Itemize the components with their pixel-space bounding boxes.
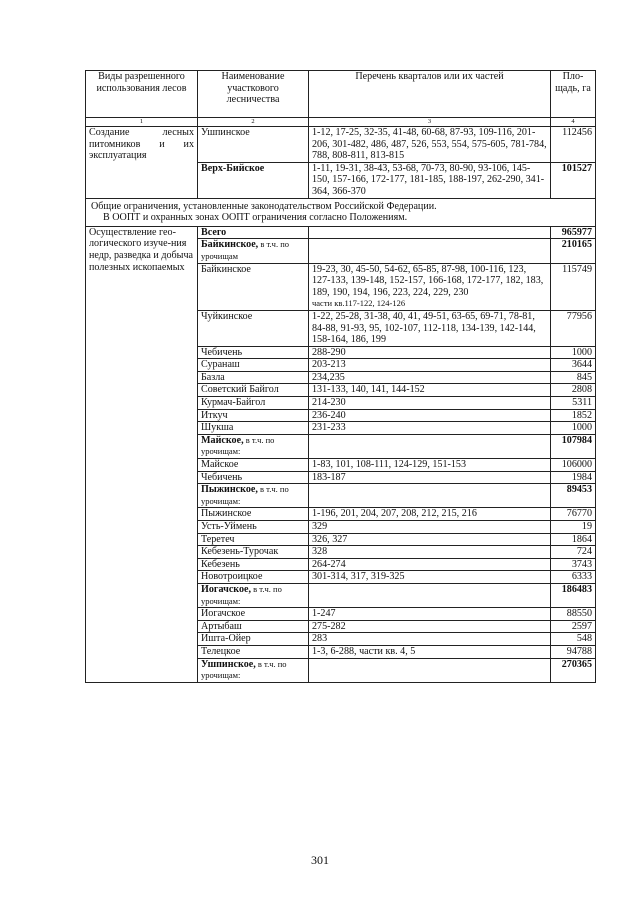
general-note-line: Общие ограничения, установленные законодательством Российской Федерации. (91, 200, 437, 212)
area: 186483 (551, 583, 596, 607)
tract-name: Советский Байгол (198, 384, 309, 397)
area: 2808 (551, 384, 596, 397)
area: 210165 (551, 239, 596, 263)
area: 112456 (551, 127, 596, 163)
column-number-row (86, 118, 596, 127)
column-number: 3 (309, 118, 551, 127)
quarters: 214-230 (309, 397, 551, 410)
area: 115749 (551, 263, 596, 310)
forestry-subtotal-name (198, 583, 309, 607)
forest-use-table (85, 70, 596, 683)
tract-name: Байкинское (198, 263, 309, 310)
quarters (309, 239, 551, 263)
area: 77956 (551, 310, 596, 346)
area: 3644 (551, 359, 596, 372)
tract-name: Новотроицкое (198, 571, 309, 584)
area: 845 (551, 371, 596, 384)
tract-name: Курмач-Байгол (198, 397, 309, 410)
forestry-suffix: в т.ч. по урочищам (201, 239, 289, 261)
area: 548 (551, 633, 596, 646)
header-quarters-list: Перечень кварталов или их частей (309, 71, 551, 118)
column-number: 4 (551, 118, 596, 127)
page-number: 301 (311, 853, 329, 867)
tract-name: Чебичень (198, 471, 309, 484)
forestry-name: Ушпинское (198, 127, 309, 163)
quarters: 1-196, 201, 204, 207, 208, 212, 215, 216 (309, 508, 551, 521)
use-type-cell: Создание лесных питомников и их эксплуатация (86, 127, 198, 199)
quarters: 1-247 (309, 608, 551, 621)
quarters: 275-282 (309, 620, 551, 633)
quarters: 236-240 (309, 409, 551, 422)
quarters: 288-290 (309, 346, 551, 359)
forestry-name: Иогачское, (201, 583, 252, 595)
general-note-row (86, 198, 596, 226)
quarters: 1-83, 101, 108-111, 124-129, 151-153 (309, 459, 551, 472)
tract-name: Шукша (198, 422, 309, 435)
general-note-line: В ООПТ и охранных зонах ООПТ ограничения согласно Положениям. (103, 212, 408, 224)
area: 101527 (551, 162, 596, 198)
tract-name: Суранаш (198, 359, 309, 372)
quarters: 1-22, 25-28, 31-38, 40, 41, 49-51, 63-65, 69-71, 78-81, 84-88, 91-93, 95, 102-107, 112-118, 134-139, 142-144, 158-164, 186, 199 (309, 310, 551, 346)
area: 1000 (551, 346, 596, 359)
area: 107984 (551, 434, 596, 458)
forestry-name: Байкинское, (201, 239, 259, 251)
forestry-suffix: в т.ч. по урочищам: (201, 583, 282, 606)
area: 94788 (551, 645, 596, 658)
quarters: 231-233 (309, 422, 551, 435)
forestry-suffix: в т.ч. по урочищам: (201, 484, 289, 506)
tract-name: Телецкое (198, 645, 309, 658)
quarters (309, 263, 551, 310)
forestry-subtotal-name (198, 434, 309, 458)
quarters: 234,235 (309, 371, 551, 384)
area: 270365 (551, 658, 596, 682)
area: 1864 (551, 533, 596, 546)
quarters (309, 226, 551, 239)
forestry-suffix: в т.ч. по урочищам: (201, 658, 287, 681)
tract-name: Майское (198, 459, 309, 472)
quarters: 264-274 (309, 558, 551, 571)
quarters: 301-314, 317, 319-325 (309, 571, 551, 584)
tract-name: Иткуч (198, 409, 309, 422)
quarters (309, 434, 551, 458)
quarters-text: 19-23, 30, 45-50, 54-62, 65-85, 87-98, 100-116, 123, 127-133, 139-148, 152-157, 166-168, 172-177, 182, 183, 189, 190, 194, 196, 223, 224, 229, 230 (312, 263, 544, 298)
tract-name: Усть-Уймень (198, 521, 309, 534)
quarters: 1-3, 6-288, части кв. 4, 5 (309, 645, 551, 658)
total-row (86, 226, 596, 239)
tract-name: Чуйкинское (198, 310, 309, 346)
area: 88550 (551, 608, 596, 621)
tract-name: Базла (198, 371, 309, 384)
quarters: 1-12, 17-25, 32-35, 41-48, 60-68, 87-93, 109-116, 201-206, 301-482, 486, 487, 526, 553, 554, 575-605, 781-784, 788, 808-811, 813-815 (309, 127, 551, 163)
quarters: 283 (309, 633, 551, 646)
use-type-cell: Осуществление гео-логического изуче-ния недр, разведка и добыча полезных ископаемых (86, 226, 198, 682)
forestry-name: Пыжинское, (201, 484, 258, 496)
tract-name: Артыбаш (198, 620, 309, 633)
table-header-row (86, 71, 596, 118)
area: 106000 (551, 459, 596, 472)
area: 2597 (551, 620, 596, 633)
forestry-name: Майское, (201, 434, 244, 446)
area: 5311 (551, 397, 596, 410)
quarters (309, 658, 551, 682)
quarters: 329 (309, 521, 551, 534)
quarters: 203-213 (309, 359, 551, 372)
quarters (309, 583, 551, 607)
column-number: 2 (198, 118, 309, 127)
forestry-name: Ушпинское, (201, 658, 256, 670)
tract-name: Теретеч (198, 533, 309, 546)
area: 3743 (551, 558, 596, 571)
table-row (86, 127, 596, 163)
quarters: 131-133, 140, 141, 144-152 (309, 384, 551, 397)
forestry-subtotal-name (198, 484, 309, 508)
forestry-suffix: в т.ч. по урочищам: (201, 434, 275, 457)
header-forestry-name: Наименование участкового лесничества (198, 71, 309, 118)
area: 76770 (551, 508, 596, 521)
tract-name: Чебичень (198, 346, 309, 359)
quarters: 328 (309, 546, 551, 559)
forestry-name: Верх-Бийское (198, 162, 309, 198)
column-number: 1 (86, 118, 198, 127)
quarters: 326, 327 (309, 533, 551, 546)
tract-name: Кебезень-Турочак (198, 546, 309, 559)
quarters: 183-187 (309, 471, 551, 484)
forestry-subtotal-name (198, 658, 309, 682)
forestry-subtotal-name (198, 239, 309, 263)
general-note (86, 198, 596, 226)
area: 19 (551, 521, 596, 534)
tract-name: Пыжинское (198, 508, 309, 521)
quarters (309, 484, 551, 508)
tract-name: Кебезень (198, 558, 309, 571)
area: 1984 (551, 471, 596, 484)
quarters: 1-11, 19-31, 38-43, 53-68, 70-73, 80-90, 93-106, 145-150, 157-166, 172-177, 181-185, 188-197, 262-290, 341-364, 366-370 (309, 162, 551, 198)
header-use-type: Виды разрешенного использования лесов (86, 71, 198, 118)
area: 724 (551, 546, 596, 559)
area: 89453 (551, 484, 596, 508)
quarters-parts: части кв.117-122, 124-126 (312, 298, 406, 309)
tract-name: Иогачское (198, 608, 309, 621)
area: 1852 (551, 409, 596, 422)
area: 1000 (551, 422, 596, 435)
total-label: Всего (198, 226, 309, 239)
area: 6333 (551, 571, 596, 584)
tract-name: Ишта-Ойер (198, 633, 309, 646)
total-area: 965977 (551, 226, 596, 239)
header-area: Пло-щадь, га (551, 71, 596, 118)
